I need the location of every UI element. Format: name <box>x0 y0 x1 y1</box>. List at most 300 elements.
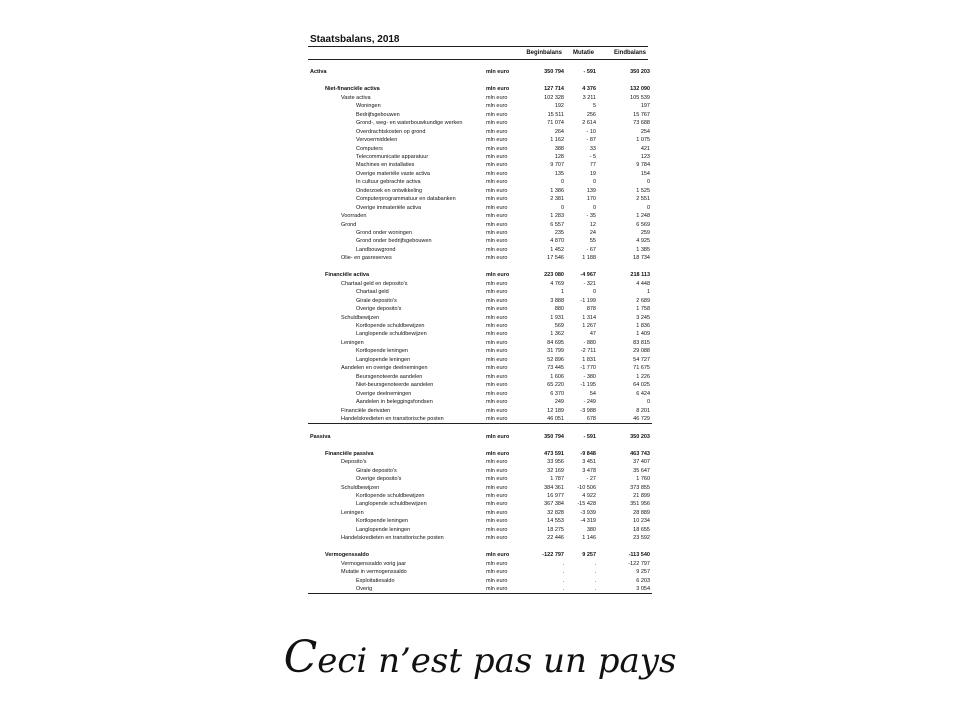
row-mutatie: 5 <box>592 103 596 110</box>
row-beginbalans <box>526 263 564 271</box>
row-eindbalans: 421 <box>640 145 650 152</box>
row-beginbalans: . <box>526 585 564 594</box>
row-mutatie: 1 146 <box>582 535 596 542</box>
row-unit: mln euro <box>486 399 508 406</box>
table-row <box>308 509 652 517</box>
row-beginbalans: 367 384 <box>544 501 564 508</box>
row-eindbalans: 0 <box>646 179 650 186</box>
table-row <box>308 433 652 441</box>
row-unit <box>486 424 526 433</box>
table-row <box>308 543 652 551</box>
row-eindbalans: 218 113 <box>630 272 650 279</box>
row-mutatie: 139 <box>586 187 596 194</box>
row-unit: mln euro <box>486 246 508 253</box>
row-eindbalans <box>596 263 652 271</box>
table-row <box>308 551 652 559</box>
row-unit <box>486 263 526 271</box>
table-row <box>308 407 652 415</box>
row-mutatie: 4 922 <box>582 493 596 500</box>
row-eindbalans: 0 <box>646 399 650 406</box>
table-row <box>308 450 652 458</box>
row-label: Langlopende leningen <box>356 526 411 533</box>
table-row <box>308 484 652 492</box>
row-eindbalans: 23 592 <box>633 535 650 542</box>
row-unit: mln euro <box>486 162 508 169</box>
table-row <box>308 330 652 338</box>
row-unit: mln euro <box>486 373 508 380</box>
row-beginbalans <box>526 60 564 68</box>
row-eindbalans: 373 855 <box>630 484 650 491</box>
row-label: Mutatie in vermogenssaldo <box>341 569 407 576</box>
row-mutatie: 256 <box>586 111 596 118</box>
row-mutatie: - 35 <box>586 213 596 220</box>
row-mutatie: . <box>564 585 596 594</box>
row-beginbalans: 16 977 <box>547 493 564 500</box>
table-row <box>308 398 652 406</box>
row-eindbalans: 350 203 <box>630 69 650 76</box>
row-label: Telecommunicatie apparatuur <box>356 153 429 160</box>
row-beginbalans: 1 606 <box>550 373 564 380</box>
row-beginbalans: 473 591 <box>544 450 564 457</box>
row-label: Olie- en gasreserves <box>341 255 392 262</box>
row-mutatie: 9 257 <box>582 552 596 559</box>
row-mutatie: 1 831 <box>582 356 596 363</box>
row-label: Overige immateriële activa <box>356 204 422 211</box>
row-label: Onderzoek en ontwikkeling <box>356 187 423 194</box>
table-row <box>308 111 652 119</box>
row-label: Aandelen in beleggingsfondsen <box>356 399 433 406</box>
row-mutatie: -3 939 <box>580 509 596 516</box>
row-label: Landbouwgrond <box>356 246 396 253</box>
balance-sheet <box>308 33 648 594</box>
balance-table-body <box>308 60 652 594</box>
table-row <box>308 102 652 110</box>
row-unit: mln euro <box>486 560 508 567</box>
row-beginbalans <box>526 424 564 433</box>
row-beginbalans: 235 <box>554 230 564 237</box>
row-beginbalans: 0 <box>560 179 564 186</box>
row-beginbalans: 46 051 <box>526 415 564 424</box>
table-row <box>308 77 652 85</box>
row-label <box>308 77 486 85</box>
row-label: Vermogenssaldo <box>325 552 370 559</box>
row-label: Deposito's <box>341 459 367 466</box>
row-eindbalans: 18 734 <box>633 255 650 262</box>
row-mutatie: -1 199 <box>580 297 596 304</box>
row-eindbalans <box>596 60 652 68</box>
row-beginbalans: 388 <box>554 145 564 152</box>
row-mutatie <box>564 543 596 551</box>
row-unit: mln euro <box>486 339 508 346</box>
row-mutatie: -4 967 <box>580 272 596 279</box>
row-eindbalans: 154 <box>640 170 650 177</box>
row-mutatie: 1 267 <box>582 323 596 329</box>
row-eindbalans <box>596 441 652 449</box>
row-unit <box>486 60 526 68</box>
row-mutatie: - 591 <box>583 69 596 76</box>
column-header-mutatie: Mutatie <box>573 50 594 56</box>
row-eindbalans: -113 540 <box>628 552 650 559</box>
row-beginbalans <box>526 77 564 85</box>
row-unit: mln euro <box>486 111 508 118</box>
row-beginbalans: 32 169 <box>547 467 564 474</box>
table-row <box>308 128 652 136</box>
row-eindbalans: 83 815 <box>633 339 650 346</box>
table-row <box>308 161 652 169</box>
row-mutatie <box>564 424 596 433</box>
row-unit: mln euro <box>486 221 508 228</box>
table-row <box>308 60 652 68</box>
table-row <box>308 381 652 389</box>
row-eindbalans: 197 <box>640 103 650 110</box>
row-unit: mln euro <box>486 297 508 304</box>
row-label: Voorraden <box>341 213 367 220</box>
row-mutatie: 19 <box>589 170 596 177</box>
row-mutatie: 54 <box>589 390 596 397</box>
row-eindbalans: 64 025 <box>633 382 650 389</box>
row-eindbalans <box>596 424 652 433</box>
row-mutatie: 678 <box>564 415 596 424</box>
row-mutatie: 878 <box>586 306 596 313</box>
row-beginbalans: 6 557 <box>550 221 564 228</box>
row-unit: mln euro <box>486 196 508 203</box>
table-row <box>308 94 652 102</box>
row-unit: mln euro <box>486 476 508 483</box>
row-mutatie: -3 988 <box>580 407 596 414</box>
row-unit: mln euro <box>486 323 508 329</box>
row-unit: mln euro <box>486 238 508 245</box>
row-label: Girale deposito's <box>356 297 397 304</box>
row-eindbalans: 1 760 <box>636 476 650 483</box>
row-eindbalans: 1 226 <box>636 373 650 380</box>
row-unit: mln euro <box>486 187 508 194</box>
table-row <box>308 492 652 500</box>
row-eindbalans: 71 675 <box>633 365 650 372</box>
row-mutatie: 1 188 <box>582 255 596 262</box>
row-beginbalans: 1 931 <box>550 314 564 321</box>
row-beginbalans: 3 888 <box>550 297 564 304</box>
row-label: Passiva <box>310 433 331 440</box>
row-label: Woningen <box>356 103 381 110</box>
table-row <box>308 263 652 271</box>
row-unit: mln euro <box>486 128 508 135</box>
row-eindbalans: 1 075 <box>636 137 650 144</box>
row-label: Kortlopende leningen <box>356 518 408 525</box>
table-row <box>308 467 652 475</box>
row-beginbalans: 135 <box>554 170 564 177</box>
table-row <box>308 271 652 279</box>
row-eindbalans: 15 767 <box>633 111 650 118</box>
row-label <box>308 543 486 551</box>
row-beginbalans: 350 794 <box>544 69 564 76</box>
table-row <box>308 187 652 195</box>
row-mutatie: -15 428 <box>577 501 596 508</box>
row-label: Overig <box>308 585 486 594</box>
table-row <box>308 314 652 322</box>
row-eindbalans: 254 <box>640 128 650 135</box>
row-unit: mln euro <box>486 94 508 101</box>
row-beginbalans: 22 446 <box>547 535 564 542</box>
row-beginbalans: 65 220 <box>547 382 564 389</box>
row-mutatie: -2 711 <box>580 348 596 355</box>
row-label: Machines en installaties <box>356 162 415 169</box>
row-unit: mln euro <box>486 493 508 500</box>
row-eindbalans: 10 234 <box>633 518 650 525</box>
row-mutatie: - 249 <box>583 399 596 406</box>
row-beginbalans: 192 <box>554 103 564 110</box>
row-label: Grond <box>341 221 357 228</box>
row-unit: mln euro <box>486 459 508 466</box>
row-mutatie: - 87 <box>586 137 596 144</box>
row-unit: mln euro <box>486 450 510 457</box>
row-label: Vaste activa <box>341 94 371 101</box>
row-mutatie: - 67 <box>586 246 596 253</box>
row-label: Exploitatiesaldo <box>356 577 395 584</box>
table-row <box>308 136 652 144</box>
row-label: Niet-beursgenoteerde aandelen <box>356 382 434 389</box>
row-mutatie: 0 <box>592 289 596 296</box>
row-eindbalans: 6 569 <box>636 221 650 228</box>
row-beginbalans: -122 797 <box>542 552 564 559</box>
row-unit: mln euro <box>486 145 508 152</box>
row-eindbalans: 4 448 <box>636 280 650 287</box>
row-beginbalans: 14 553 <box>547 518 564 525</box>
row-unit: mln euro <box>486 230 508 237</box>
table-row <box>308 373 652 381</box>
row-mutatie <box>564 60 596 68</box>
row-label: Financiële activa <box>325 272 370 279</box>
row-mutatie: - 27 <box>586 476 596 483</box>
row-beginbalans: 4 870 <box>550 238 564 245</box>
row-mutatie: 2 614 <box>582 120 596 127</box>
row-mutatie: 77 <box>589 162 596 169</box>
row-beginbalans: 17 546 <box>547 255 564 262</box>
row-mutatie: . <box>594 569 596 576</box>
row-mutatie: 380 <box>586 526 596 533</box>
row-mutatie: 0 <box>592 204 596 211</box>
row-eindbalans: 6 203 <box>636 577 650 584</box>
table-row <box>308 212 652 220</box>
row-eindbalans: -122 797 <box>628 560 650 567</box>
row-beginbalans: . <box>562 569 564 576</box>
row-label: Computers <box>356 145 383 152</box>
row-label: Vervoermiddelen <box>356 137 398 144</box>
row-beginbalans: 4 769 <box>550 280 564 287</box>
table-row <box>308 237 652 245</box>
table-row <box>308 424 652 433</box>
row-eindbalans: 37 407 <box>633 459 650 466</box>
row-beginbalans: 127 714 <box>544 86 564 93</box>
row-unit: mln euro <box>486 518 508 525</box>
row-unit: mln euro <box>486 552 510 559</box>
row-unit: mln euro <box>486 170 508 177</box>
row-beginbalans: 6 370 <box>550 390 564 397</box>
row-beginbalans: 84 695 <box>547 339 564 346</box>
row-eindbalans: 0 <box>646 204 650 211</box>
row-label <box>308 60 486 68</box>
row-beginbalans: 52 896 <box>547 356 564 363</box>
table-row <box>308 305 652 313</box>
caption-initial: C <box>283 632 318 683</box>
table-title: Staatsbalans, 2018 <box>308 33 648 47</box>
row-unit: mln euro <box>486 484 508 491</box>
row-mutatie: -1 195 <box>580 382 596 389</box>
row-label: Grond-, weg- en waterbouwkundige werken <box>356 120 463 127</box>
row-eindbalans: 1 248 <box>636 213 650 220</box>
row-unit: mln euro <box>486 314 508 321</box>
row-eindbalans: 6 424 <box>636 390 650 397</box>
row-beginbalans <box>526 543 564 551</box>
table-row <box>308 475 652 483</box>
row-unit: mln euro <box>486 86 510 93</box>
row-eindbalans: 3 054 <box>596 585 652 594</box>
row-beginbalans: 128 <box>554 153 564 160</box>
row-mutatie: -10 506 <box>577 484 596 491</box>
row-label: Schuldbewijzen <box>341 484 380 491</box>
row-beginbalans: 264 <box>554 128 564 135</box>
row-mutatie: - 10 <box>586 128 596 135</box>
table-row <box>308 347 652 355</box>
row-label: Overige deposito's <box>356 476 402 483</box>
row-beginbalans: 880 <box>554 306 564 313</box>
row-unit: mln euro <box>486 365 508 372</box>
row-eindbalans: 29 088 <box>633 348 650 355</box>
row-beginbalans: . <box>562 560 564 567</box>
table-row <box>308 153 652 161</box>
row-label: Financiële passiva <box>325 450 374 457</box>
table-row <box>308 585 652 594</box>
row-eindbalans: 46 729 <box>596 415 652 424</box>
row-unit: mln euro <box>486 306 508 313</box>
row-label <box>308 424 486 433</box>
table-row <box>308 119 652 127</box>
row-eindbalans: 8 201 <box>636 407 650 414</box>
row-unit <box>486 77 526 85</box>
table-row <box>308 534 652 542</box>
row-eindbalans: 1 <box>646 289 650 296</box>
row-label: Financiële derivaten <box>341 407 391 414</box>
row-beginbalans: 223 080 <box>544 272 564 279</box>
row-beginbalans: 102 328 <box>544 94 564 101</box>
row-mutatie: 47 <box>589 331 596 338</box>
row-label <box>308 441 486 449</box>
row-beginbalans: 1 362 <box>550 331 564 338</box>
row-beginbalans: 15 511 <box>547 111 564 118</box>
row-unit: mln euro <box>486 569 508 576</box>
table-row <box>308 322 652 330</box>
row-unit: mln euro <box>486 356 508 363</box>
row-eindbalans: 132 090 <box>630 86 650 93</box>
row-beginbalans: 31 799 <box>547 348 564 355</box>
row-label: Activa <box>310 69 327 76</box>
row-eindbalans: 21 899 <box>633 493 650 500</box>
row-label: In cultuur gebrachte activa <box>356 179 421 186</box>
row-label: Leningen <box>341 509 364 516</box>
row-unit: mln euro <box>486 415 526 424</box>
row-mutatie: -4 319 <box>580 518 596 525</box>
table-row <box>308 170 652 178</box>
row-label: Overdrachtskosten op grond <box>356 128 426 135</box>
row-eindbalans: 35 647 <box>633 467 650 474</box>
table-row <box>308 441 652 449</box>
table-row <box>308 195 652 203</box>
row-unit <box>486 441 526 449</box>
row-eindbalans: 9 784 <box>636 162 650 169</box>
row-eindbalans: 350 203 <box>630 433 650 440</box>
table-row <box>308 568 652 576</box>
row-unit: mln euro <box>486 213 508 220</box>
row-eindbalans: 1 525 <box>636 187 650 194</box>
row-mutatie: 3 478 <box>582 467 596 474</box>
row-beginbalans <box>526 441 564 449</box>
row-label <box>308 263 486 271</box>
row-label: Langlopende schuldbewijzen <box>356 501 427 508</box>
table-row <box>308 458 652 466</box>
row-beginbalans: 1 787 <box>550 476 564 483</box>
row-label: Girale deposito's <box>356 467 397 474</box>
row-label: Bedrijfsgebouwen <box>356 111 400 118</box>
row-beginbalans: 1 <box>560 289 564 296</box>
column-header-beginbalans: Beginbalans <box>526 50 562 56</box>
table-row <box>308 204 652 212</box>
table-row <box>308 356 652 364</box>
row-label: Handelskredieten en transitorische posten <box>341 535 444 542</box>
row-beginbalans: 9 707 <box>550 162 564 169</box>
row-unit: mln euro <box>486 272 510 279</box>
table-row <box>308 254 652 262</box>
row-mutatie <box>564 441 596 449</box>
table-row <box>308 390 652 398</box>
row-unit: mln euro <box>486 289 508 296</box>
row-beginbalans: 1 162 <box>550 137 564 144</box>
row-eindbalans: 54 727 <box>633 356 650 363</box>
row-beginbalans: 18 275 <box>547 526 564 533</box>
row-label: Chartaal geld <box>356 289 389 296</box>
row-mutatie: 1 314 <box>582 314 596 321</box>
row-label: Handelskredieten en transitorische posten <box>308 415 486 424</box>
table-row <box>308 85 652 93</box>
row-unit: mln euro <box>486 280 508 287</box>
table-row <box>308 297 652 305</box>
row-eindbalans: 2 551 <box>636 196 650 203</box>
row-mutatie: 4 376 <box>582 86 596 93</box>
row-label: Kortlopende leningen <box>356 348 408 355</box>
row-label: Overige deposito's <box>356 306 402 313</box>
row-mutatie: 33 <box>589 145 596 152</box>
row-label: Kortlopende schuldbewijzen <box>356 493 425 500</box>
row-unit: mln euro <box>486 382 508 389</box>
row-unit: mln euro <box>486 69 510 76</box>
row-beginbalans: 12 189 <box>547 407 564 414</box>
row-eindbalans: 123 <box>640 153 650 160</box>
row-eindbalans: 73 688 <box>633 120 650 127</box>
row-unit: mln euro <box>486 348 508 355</box>
table-row <box>308 229 652 237</box>
row-eindbalans: 3 245 <box>636 314 650 321</box>
table-row <box>308 577 652 585</box>
row-unit <box>486 543 526 551</box>
row-unit: mln euro <box>486 509 508 516</box>
row-beginbalans: 569 <box>554 323 564 329</box>
row-unit: mln euro <box>486 535 508 542</box>
row-eindbalans: 351 956 <box>630 501 650 508</box>
table-row <box>308 526 652 534</box>
row-eindbalans: 1 758 <box>636 306 650 313</box>
row-beginbalans: 73 445 <box>547 365 564 372</box>
row-eindbalans <box>596 543 652 551</box>
row-label: Langlopende leningen <box>356 356 411 363</box>
table-row <box>308 517 652 525</box>
